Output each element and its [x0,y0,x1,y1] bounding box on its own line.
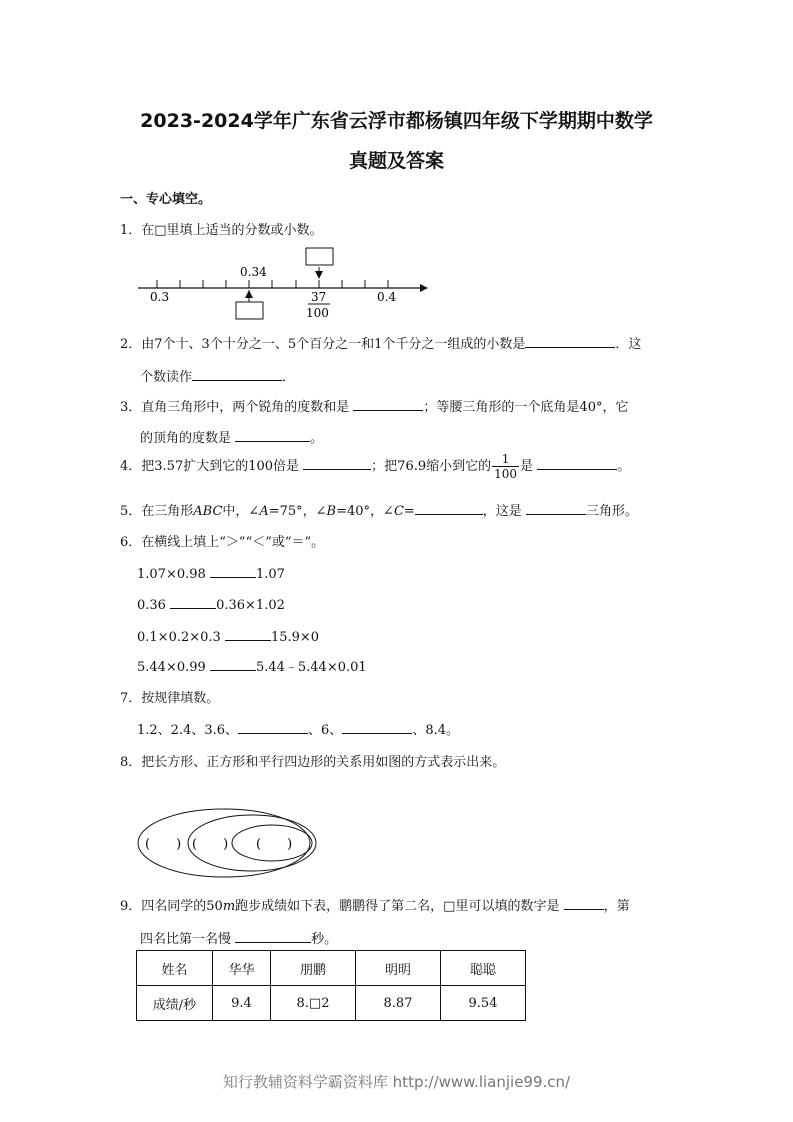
q9-unit: m [222,899,236,914]
q5-text-a: 5．在三角形 [120,504,194,519]
table-cell: 9.54 [441,986,526,1021]
q9-text-a: 9．四名同学的50 [120,899,223,914]
inner-paren: ( ) [256,837,293,852]
question-9-line2 [140,928,337,947]
q5-angle-b: B [326,504,337,519]
question-1-text: 1．在□里填上适当的分数或小数。 [120,223,323,238]
label-0-3: 0.3 [150,290,170,304]
q6-row-4-right: 5.44﹣5.44×0.01 [255,660,367,675]
question-4-line [120,452,630,481]
q2-text-c: 个数读作 [140,370,193,385]
q6-row-2-left: 0.36 [137,598,166,613]
q4-frac-den: 100 [494,467,518,481]
q6-row-4 [137,656,367,675]
scores-table [136,950,526,1021]
question-3-line2 [140,427,323,446]
q5-abc: ABC [193,504,223,519]
q2-text-b: ．这 [615,337,642,352]
question-8-text: 8．把长方形、正方形和平行四边形的关系用如图的方式表示出来。 [120,755,506,770]
q6-row-1 [137,563,285,582]
q5-angle-a: A [259,504,269,519]
q6-row-1-blank[interactable] [210,563,256,578]
q4-text-d: 。 [617,459,631,474]
q6-row-2-blank[interactable] [170,594,216,609]
q7-blank-2[interactable] [342,719,412,734]
footer-watermark: 知行教辅资料学霸资料库 http://www.lianjie99.cn/ [222,1073,571,1091]
q6-row-2-right: 0.36×1.02 [216,598,285,613]
q5-text-g: 三角形。 [585,504,638,519]
q7-blank-1[interactable] [238,719,308,734]
answer-box-top [306,248,333,265]
table-header-cell: 朋鹏 [271,951,356,986]
q4-blank-1[interactable] [303,455,371,470]
q2-blank-2[interactable] [192,366,282,381]
outer-paren: ( ) [145,837,182,852]
q9-text-e: 秒。 [311,932,338,947]
page-title-line2: 真题及答案 [348,150,444,172]
q6-row-1-right: 1.07 [255,567,285,582]
q6-row-3-left: 0.1×0.2×0.3 [137,630,221,645]
q6-row-4-blank[interactable] [210,656,256,671]
q6-row-3-right: 15.9×0 [270,630,320,645]
q5-text-f: ，这是 [482,504,522,519]
q5-text-d: =40°，∠ [336,504,394,519]
question-2-line2 [140,366,295,385]
q7-text-b: 、6、 [308,723,343,738]
table-cell: 成绩/秒 [137,986,213,1021]
q5-blank-2[interactable] [526,500,586,515]
table-row [137,951,526,986]
fraction-denominator-100: 100 [306,306,329,320]
fraction-numerator-37: 37 [311,290,327,304]
question-3-line1 [120,396,628,415]
q9-text-d: 四名比第一名慢 [140,932,232,947]
q2-blank-1[interactable] [525,333,615,348]
q7-text-a: 1.2、2.4、3.6、 [137,723,239,738]
label-0-34: 0.34 [240,265,267,279]
q9-text-c: ，第 [603,899,630,914]
q5-angle-c: C [393,504,404,519]
q6-row-4-left: 5.44×0.99 [137,660,206,675]
table-header-cell: 聪聪 [441,951,526,986]
answer-box-bottom [236,302,263,319]
q2-text-a: 2．由7个十、3个十分之一、5个百分之一和1个千分之一组成的小数是 [120,337,526,352]
page-title-line1: 2023-2024学年广东省云浮市都杨镇四年级下学期期中数学 [140,110,653,132]
q6-row-3 [137,626,319,645]
q3-text-a: 3．直角三角形中，两个锐角的度数和是 [120,400,350,415]
number-line-figure [130,240,440,325]
q6-row-1-left: 1.07×0.98 [137,567,206,582]
table-header-cell: 明明 [356,951,441,986]
q9-blank-1[interactable] [564,895,604,910]
q7-text-c: 、8.4。 [412,723,459,738]
table-row [137,986,526,1021]
q3-blank-1[interactable] [353,396,423,411]
q5-text-c: =75°，∠ [268,504,327,519]
q2-text-d: ． [282,370,296,385]
q5-blank-1[interactable] [415,500,483,515]
table-cell: 9.4 [213,986,271,1021]
nested-ellipses-diagram [130,802,330,890]
table-cell: 8.□2 [271,986,356,1021]
q3-text-c: 的顶角的度数是 [140,431,232,446]
q6-row-2 [137,594,285,613]
q5-text-e: = [403,504,415,519]
table-header-cell: 姓名 [137,951,213,986]
q3-text-d: 。 [310,431,324,446]
q7-sequence [137,719,459,738]
q6-row-3-blank[interactable] [225,626,271,641]
q9-text-b: 跑步成绩如下表，鹏鹏得了第二名，□里可以填的数字是 [235,899,560,914]
table-cell: 8.87 [356,986,441,1021]
question-7-text: 7．按规律填数。 [120,691,220,706]
middle-paren: ( ) [192,837,229,852]
label-0-4: 0.4 [377,290,397,304]
q4-blank-2[interactable] [537,455,617,470]
q3-text-b: ；等腰三角形的一个底角是40°，它 [423,400,629,415]
q4-text-a: 4．把3.57扩大到它的100倍是 [120,459,300,474]
question-5-line [120,500,638,519]
question-9-line1 [120,895,630,914]
question-6-text: 6．在横线上填上“＞”“＜”或“＝”。 [120,535,325,550]
q4-fraction [492,452,519,481]
q4-text-b: ；把76.9缩小到它的 [371,459,492,474]
question-2-line1 [120,333,641,352]
q4-text-c: 是 [520,459,534,474]
q5-text-b: 中，∠ [222,504,260,519]
table-header-cell: 华华 [213,951,271,986]
q4-frac-num: 1 [492,452,519,467]
q3-blank-2[interactable] [235,427,310,442]
q9-blank-2[interactable] [235,928,311,943]
section-heading: 一、专心填空。 [120,192,212,207]
